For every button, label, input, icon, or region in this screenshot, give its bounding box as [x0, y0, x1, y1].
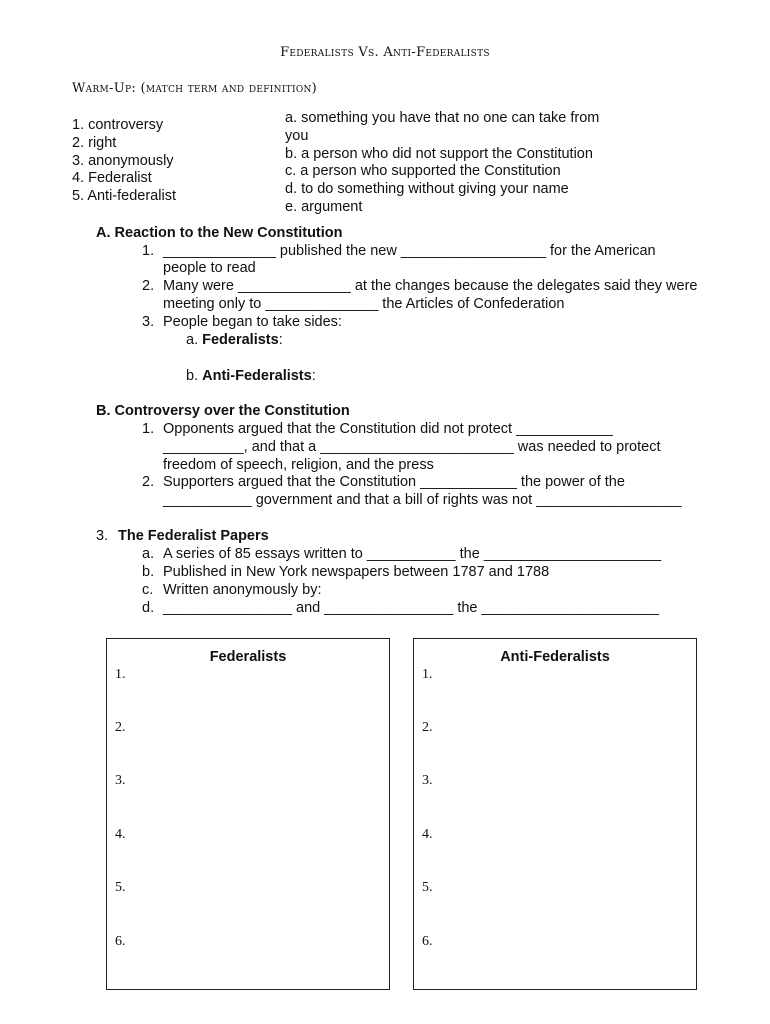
term-item: 3. anonymously [72, 152, 174, 169]
box-number: 6. [115, 934, 126, 949]
sub-label: b. [142, 564, 155, 580]
list-number: 2. [142, 474, 155, 490]
sub-label: a. [186, 332, 199, 348]
federalist-papers-heading: The Federalist Papers [118, 528, 269, 544]
sub-label: b. [186, 368, 199, 384]
sub-item-anti-federalists [186, 367, 316, 385]
fill-in-line: ___________ government and that a bill of rights was not __________________ [163, 492, 682, 508]
list-number: 3. [142, 314, 155, 330]
term-item: 4. Federalist [72, 170, 152, 187]
sub-label: a. [142, 546, 155, 562]
fill-in-line: A series of 85 essays written to ___________ the ______________________ [163, 546, 662, 562]
definition-item: c. a person who supported the Constitution [285, 163, 561, 180]
box-number: 2. [115, 720, 126, 735]
section-b-heading: B. Controversy over the Constitution [96, 403, 350, 419]
box-number: 4. [422, 827, 433, 842]
definition-item: e. argument [285, 198, 363, 215]
sub-label: d. [142, 600, 155, 616]
box-number: 4. [115, 827, 126, 842]
anti-federalists-box [413, 638, 697, 990]
fill-in-line: Written anonymously by: [163, 582, 322, 598]
colon: : [278, 332, 283, 348]
definition-item: a. something you have that no one can take from [285, 110, 600, 126]
box-number: 3. [422, 773, 433, 788]
box-number: 2. [422, 720, 433, 735]
list-number: 1. [142, 421, 155, 437]
fill-in-line: ______________ published the new __________________ for the American [163, 243, 656, 259]
definition-item: d. to do something without giving your name [285, 181, 569, 198]
list-number: 3. [96, 528, 109, 544]
box-number: 5. [422, 880, 433, 895]
warmup-heading: Warm-Up: (match term and definition) [72, 81, 318, 96]
term-item: 2. right [72, 134, 117, 151]
page-title: Federalists Vs. Anti-Federalists [280, 45, 490, 60]
federalists-box [106, 638, 390, 990]
box-number: 5. [115, 880, 126, 895]
list-number: 1. [142, 243, 155, 259]
fill-in-line: People began to take sides: [163, 314, 342, 330]
federalists-box-title: Federalists [209, 649, 287, 665]
fill-in-line: meeting only to ______________ the Articles of Confederation [163, 296, 565, 312]
fill-in-line: Supporters argued that the Constitution ____________ the power of the [163, 474, 625, 490]
anti-federalists-term: Anti-Federalists [202, 368, 312, 384]
fill-in-line: Published in New York newspapers between 1787 and 1788 [163, 564, 550, 580]
fill-in-line: people to read [163, 260, 256, 276]
term-item: 1. controversy [72, 117, 164, 133]
fill-in-line: freedom of speech, religion, and the press [163, 457, 434, 473]
definition-item: you [285, 127, 309, 144]
term-item: 5. Anti-federalist [72, 188, 176, 205]
list-number: 2. [142, 278, 155, 294]
box-number: 1. [115, 667, 126, 682]
section-a-heading: A. Reaction to the New Constitution [96, 225, 343, 241]
box-number: 6. [422, 934, 433, 949]
box-number: 3. [115, 773, 126, 788]
anti-federalists-box-title: Anti-Federalists [500, 649, 610, 665]
definitions-list [285, 110, 599, 217]
sub-item-federalists [186, 331, 283, 349]
terms-list [72, 117, 176, 206]
colon: : [311, 368, 316, 384]
fill-in-line: __________, and that a ________________________ was needed to protect [163, 439, 661, 455]
sub-label: c. [142, 582, 154, 598]
federalists-term: Federalists [202, 332, 279, 348]
fill-in-line: Opponents argued that the Constitution did not protect ____________ [163, 421, 613, 437]
definition-item: b. a person who did not support the Constitution [285, 145, 593, 162]
fill-in-line: ________________ and ________________ the ______________________ [163, 600, 659, 616]
box-number: 1. [422, 667, 433, 682]
fill-in-line: Many were ______________ at the changes because the delegates said they were [163, 278, 698, 294]
